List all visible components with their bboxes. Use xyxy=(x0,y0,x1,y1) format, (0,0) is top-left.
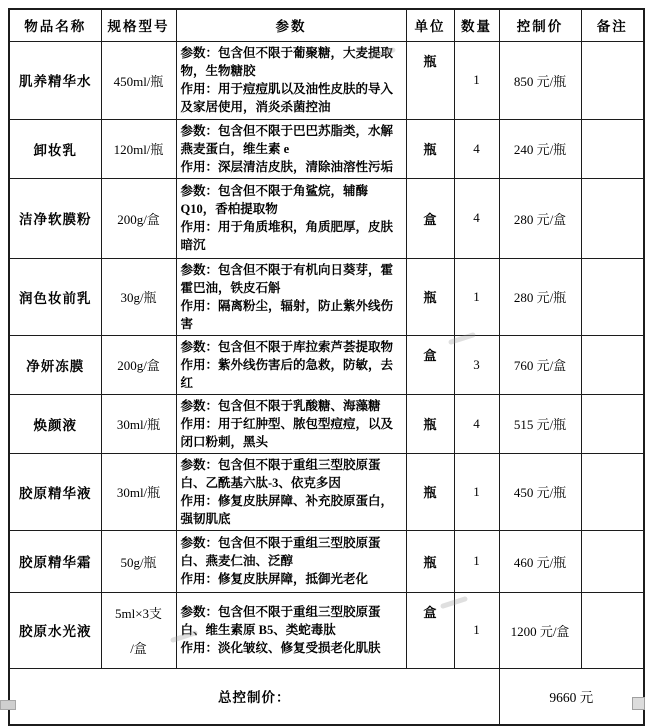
note-cell xyxy=(581,530,644,592)
note-cell xyxy=(581,41,644,119)
price-cell: 1200 元/盒 xyxy=(499,592,581,668)
header-unit: 单位 xyxy=(406,9,454,41)
spec-line-1: 5ml×3支 xyxy=(114,606,163,621)
header-note: 备注 xyxy=(581,9,644,41)
item-name-cell: 胶原精华液 xyxy=(9,453,101,530)
total-price-cell: 9660 元 xyxy=(499,668,644,725)
spec-cell: 30g/瓶 xyxy=(101,258,176,335)
unit-cell: 瓶 xyxy=(406,119,454,178)
header-spec: 规格型号 xyxy=(101,9,176,41)
table-row xyxy=(9,41,644,119)
qty-cell: 4 xyxy=(454,119,499,178)
table-row xyxy=(9,335,644,394)
effect-line: 作用：用于红肿型、脓包型痘痘，以及闭口粉刺，黑头 xyxy=(180,416,394,449)
table-row xyxy=(9,453,644,530)
effect-line: 作用：隔离粉尘，辐射，防止紫外线伤害 xyxy=(180,298,394,331)
qty-cell: 1 xyxy=(454,530,499,592)
table-row xyxy=(9,119,644,178)
unit-cell: 盒 xyxy=(406,178,454,258)
qty-cell: 1 xyxy=(454,258,499,335)
unit-cell: 瓶 xyxy=(406,394,454,453)
effect-line: 作用：淡化皱纹、修复受损老化肌肤 xyxy=(180,641,381,655)
qty-cell: 3 xyxy=(454,335,499,394)
price-cell: 240 元/瓶 xyxy=(499,119,581,178)
spec-cell: 120ml/瓶 xyxy=(101,119,176,178)
scan-corner-artifact xyxy=(0,700,16,710)
price-cell: 450 元/瓶 xyxy=(499,453,581,530)
param-cell xyxy=(176,592,406,668)
param-cell xyxy=(176,335,406,394)
item-name-cell: 润色妆前乳 xyxy=(9,258,101,335)
item-name-cell: 胶原精华霜 xyxy=(9,530,101,592)
param-cell xyxy=(176,453,406,530)
note-cell xyxy=(581,335,644,394)
param-line: 参数：包含但不限于巴巴苏脂类，水解燕麦蛋白，维生素 e xyxy=(180,123,394,156)
param-cell xyxy=(176,178,406,258)
spec-cell: 200g/盒 xyxy=(101,178,176,258)
param-cell xyxy=(176,119,406,178)
param-cell xyxy=(176,530,406,592)
unit-cell: 瓶 xyxy=(406,453,454,530)
header-param: 参数 xyxy=(176,9,406,41)
param-line: 参数：包含但不限于葡聚糖，大麦提取物，生物糖胶 xyxy=(180,46,394,78)
item-name-cell: 胶原水光液 xyxy=(9,592,101,668)
unit-cell: 盒 xyxy=(406,592,454,668)
note-cell xyxy=(581,119,644,178)
param-line: 参数：包含但不限于重组三型胶原蛋白、乙酰基六肽-3、依克多因 xyxy=(180,457,381,490)
param-line: 参数：包含但不限于重组三型胶原蛋白、维生素原 B5、类蛇毒肽 xyxy=(180,605,381,637)
header-item-name: 物品名称 xyxy=(9,9,101,41)
price-cell: 760 元/盒 xyxy=(499,335,581,394)
spec-cell: 450ml/瓶 xyxy=(101,41,176,119)
unit-cell: 瓶 xyxy=(406,530,454,592)
effect-line: 作用：修复皮肤屏障，抵御光老化 xyxy=(180,572,369,586)
item-name-cell: 洁净软膜粉 xyxy=(9,178,101,258)
qty-cell: 1 xyxy=(454,592,499,668)
item-name-cell: 净妍冻膜 xyxy=(9,335,101,394)
table-row xyxy=(9,530,644,592)
note-cell xyxy=(581,592,644,668)
note-cell xyxy=(581,394,644,453)
spec-line-2: /盒 xyxy=(130,641,147,656)
note-cell xyxy=(581,258,644,335)
spec-cell: 30ml/瓶 xyxy=(101,453,176,530)
spec-cell: 200g/盒 xyxy=(101,335,176,394)
spec-cell: 30ml/瓶 xyxy=(101,394,176,453)
param-cell xyxy=(176,394,406,453)
resize-handle-artifact xyxy=(632,697,645,710)
param-line: 参数：包含但不限于有机向日葵芽，霍霍巴油，铁皮石斛 xyxy=(180,262,394,295)
unit-cell: 盒 xyxy=(406,335,454,394)
param-line: 参数：包含但不限于库拉索芦荟提取物 xyxy=(180,339,394,354)
effect-line: 作用：用于角质堆积，角质肥厚，皮肤暗沉 xyxy=(180,220,394,252)
param-line: 参数：包含但不限于重组三型胶原蛋白、燕麦仁油、泛醇 xyxy=(180,536,381,568)
effect-line: 作用：修复皮肤屏障、补充胶原蛋白，强韧肌底 xyxy=(180,493,394,526)
effect-line: 作用：紫外线伤害后的急救，防敏，去红 xyxy=(180,357,394,390)
header-row xyxy=(9,9,644,41)
table-row xyxy=(9,178,644,258)
qty-cell: 1 xyxy=(454,41,499,119)
price-control-table xyxy=(8,8,645,726)
qty-cell: 4 xyxy=(454,394,499,453)
qty-cell: 1 xyxy=(454,453,499,530)
qty-cell: 4 xyxy=(454,178,499,258)
param-cell xyxy=(176,41,406,119)
item-name-cell: 卸妆乳 xyxy=(9,119,101,178)
param-cell xyxy=(176,258,406,335)
spec-cell: 50g/瓶 xyxy=(101,530,176,592)
note-cell xyxy=(581,178,644,258)
price-cell: 280 元/盒 xyxy=(499,178,581,258)
spec-cell xyxy=(101,592,176,668)
price-cell: 850 元/瓶 xyxy=(499,41,581,119)
item-name-cell: 焕颜液 xyxy=(9,394,101,453)
table-row xyxy=(9,394,644,453)
header-price: 控制价 xyxy=(499,9,581,41)
param-line: 参数：包含但不限于乳酸糖、海藻糖 xyxy=(180,398,381,413)
note-cell xyxy=(581,453,644,530)
item-name-cell: 肌养精华水 xyxy=(9,41,101,119)
effect-line: 作用：用于痘痘肌以及油性皮肤的导入及家居使用，消炎杀菌控油 xyxy=(180,82,394,114)
price-cell: 515 元/瓶 xyxy=(499,394,581,453)
param-line: 参数：包含但不限于角鲨烷，辅酶 Q10，香柏提取物 xyxy=(180,184,369,216)
unit-cell: 瓶 xyxy=(406,258,454,335)
table-row xyxy=(9,258,644,335)
header-qty: 数量 xyxy=(454,9,499,41)
unit-cell: 瓶 xyxy=(406,41,454,119)
price-cell: 460 元/瓶 xyxy=(499,530,581,592)
total-label-cell: 总控制价： xyxy=(9,668,499,725)
table-row xyxy=(9,592,644,668)
price-cell: 280 元/瓶 xyxy=(499,258,581,335)
total-row xyxy=(9,668,644,725)
effect-line: 作用：深层清洁皮肤，清除油溶性污垢 xyxy=(180,159,394,174)
